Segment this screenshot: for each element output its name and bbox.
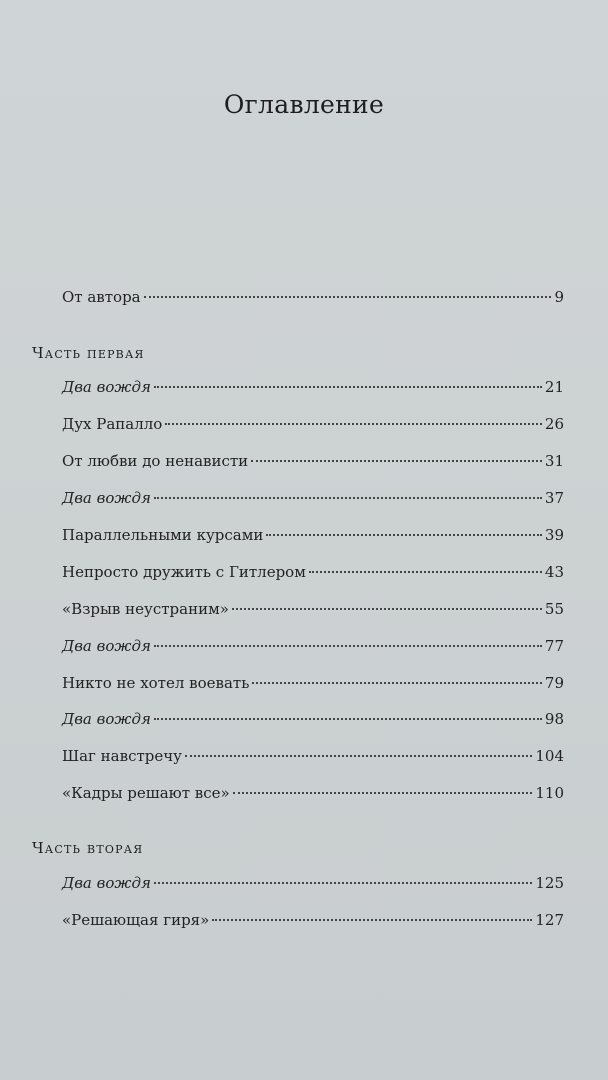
toc-entry-title: Два вождя <box>62 378 151 396</box>
toc-entry-page: 55 <box>544 600 564 618</box>
dot-leader <box>154 386 542 388</box>
toc-entry-page: 31 <box>544 452 564 470</box>
toc-entry-title: «Взрыв неустраним» <box>62 600 229 618</box>
toc-entry <box>62 784 564 808</box>
toc-entry <box>62 415 564 439</box>
dot-leader <box>266 534 542 536</box>
dot-leader <box>154 497 542 499</box>
dot-leader <box>185 755 532 757</box>
toc-entry-page: 104 <box>535 747 564 765</box>
dot-leader <box>165 423 542 425</box>
toc-entry-title: Два вождя <box>62 710 151 728</box>
toc-entry <box>62 710 564 734</box>
toc-entry <box>62 526 564 550</box>
toc-entry <box>62 637 564 661</box>
toc-entry-title: Два вождя <box>62 874 151 892</box>
toc-entry-title: Два вождя <box>62 637 151 655</box>
page-title: Оглавление <box>223 90 385 119</box>
toc-entry-preface <box>62 288 564 312</box>
toc-entry <box>62 674 564 698</box>
toc-entry-page: 21 <box>544 378 564 396</box>
toc-entry-page: 125 <box>535 874 564 892</box>
dot-leader <box>154 718 542 720</box>
toc-entry-title: Непросто дружить с Гитлером <box>62 563 306 581</box>
toc-entry <box>62 874 564 898</box>
toc-entry-page: 9 <box>554 288 564 306</box>
toc-entry-title: От любви до ненависти <box>62 452 249 470</box>
toc-entry-title: Никто не хотел воевать <box>62 674 250 692</box>
toc-entry <box>62 452 564 476</box>
toc-entry-title: «Кадры решают все» <box>62 784 230 802</box>
toc-entry-page: 39 <box>544 526 564 544</box>
part-two-heading: Часть вторая <box>32 839 144 857</box>
toc-entry <box>62 911 564 935</box>
dot-leader <box>144 296 552 298</box>
dot-leader <box>251 460 542 462</box>
dot-leader <box>309 571 542 573</box>
dot-leader <box>233 792 533 794</box>
toc-entry-title: Параллельными курсами <box>62 526 264 544</box>
toc-entry-page: 127 <box>535 911 564 929</box>
toc-entry-title: Дух Рапалло <box>62 415 163 433</box>
dot-leader <box>212 919 532 921</box>
toc-entry <box>62 378 564 402</box>
toc-entry-page: 110 <box>535 784 564 802</box>
dot-leader <box>154 882 532 884</box>
toc-entry <box>62 563 564 587</box>
toc-entry-title: «Решающая гиря» <box>62 911 210 929</box>
toc-entry-title: От автора <box>62 288 141 306</box>
toc-entry-page: 79 <box>544 674 564 692</box>
toc-entry <box>62 747 564 771</box>
toc-entry <box>62 600 564 624</box>
toc-entry-page: 77 <box>544 637 564 655</box>
part-one-heading: Часть первая <box>32 344 145 362</box>
toc-entry-title: Два вождя <box>62 489 151 507</box>
toc-entry <box>62 489 564 513</box>
dot-leader <box>154 645 542 647</box>
dot-leader <box>252 682 542 684</box>
toc-entry-page: 37 <box>544 489 564 507</box>
toc-entry-page: 98 <box>544 710 564 728</box>
dot-leader <box>232 608 542 610</box>
toc-entry-page: 26 <box>544 415 564 433</box>
toc-entry-title: Шаг навстречу <box>62 747 182 765</box>
toc-entry-page: 43 <box>544 563 564 581</box>
